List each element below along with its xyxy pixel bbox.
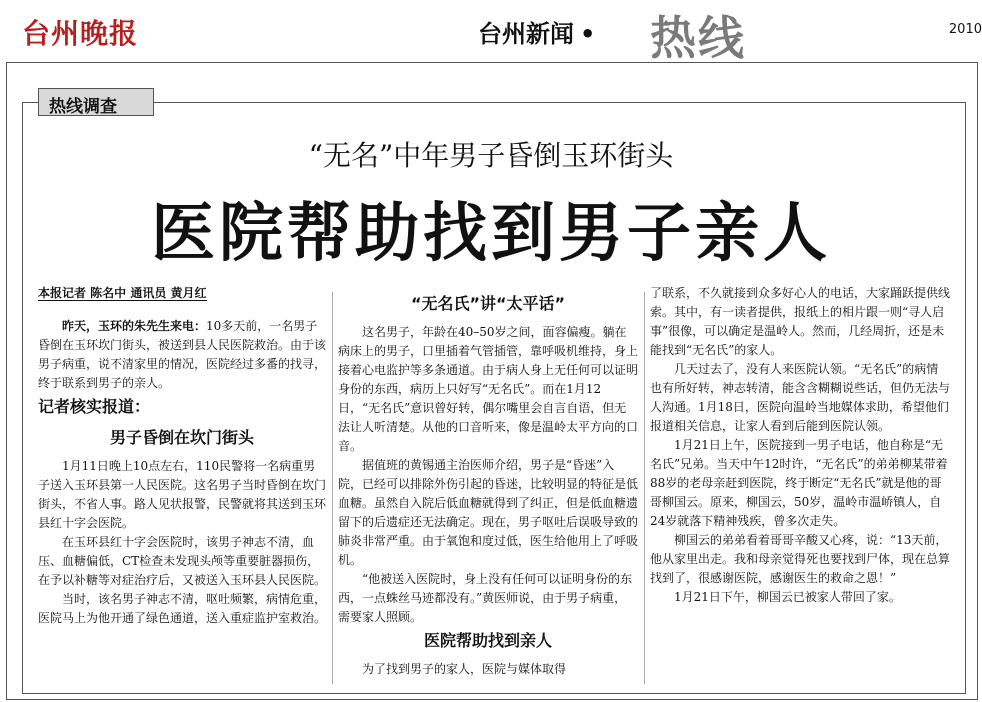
paragraph: 这名男子，年龄在40–50岁之间，面容偏瘦。躺在病床上的男子，口里插着气管插管，靠呼吸机维持，身上接着心电监护等多条通道。由于病人身上无任何可以证明身份的东西，病历上只好写“无名氏”。而在1月12日，“无名氏”意识曾好转，偶尔嘴里会自言自语，但无法让人听清楚。从他的口音听来，像是温岭太平方向的口音。 <box>338 325 639 453</box>
byline <box>38 284 326 303</box>
lead-bold: 昨天，玉环的朱先生来电： <box>62 319 207 333</box>
column-divider <box>332 292 333 684</box>
article-column-2 <box>338 294 638 679</box>
paragraph: 了联系，不久就接到众多好心人的电话，大家踊跃提供线索。其中，有一读者提供，报纸上的相片跟一则“寻人启事”很像，可以确定是温岭人。然而，几经周折，还是未能找到“无名氏”的家人。 <box>650 286 951 357</box>
paragraph: 柳国云的弟弟看着哥哥辛酸又心疼，说：“13天前，他从家里出走。我和母亲觉得死也要找到尸体，现在总算找到了，很感谢医院，感谢医生的救命之恩！” <box>650 533 951 585</box>
paragraph: 在玉环县红十字会医院时，该男子神志不清，血压、血糖偏低，CT检查未发现头颅等重要脏器损伤，在予以补糖等对症治疗后，又被送入玉环县人民医院。 <box>38 535 327 587</box>
paragraph: “他被送入医院时，身上没有任何可以证明身份的东西，一点蛛丝马迹都没有。”黄医师说，由于男子病重，需要家人照顾。 <box>338 572 633 624</box>
article-headline: 医院帮助找到男子亲人 <box>151 197 831 271</box>
article-subhead: “无名”中年男子昏倒玉环街头 <box>308 139 674 172</box>
byline-text: 本报记者 陈名中 通讯员 黄月红 <box>38 286 207 300</box>
paper-name: 台州晚报 <box>22 17 139 50</box>
issue-date: 2010 <box>948 22 982 37</box>
masthead <box>0 0 982 65</box>
column-tag <box>38 88 154 116</box>
article-column-1 <box>38 284 326 628</box>
paragraph: 当时，该名男子神志不清，呕吐频繁，病情危重，医院马上为他开通了绿色通道，送入重症监护室救治。 <box>38 592 327 625</box>
column-divider <box>644 292 645 684</box>
section-heading: 医院帮助找到亲人 <box>423 631 552 650</box>
reporter-label: 记者核实报道： <box>38 397 151 416</box>
section-name: 台州新闻 <box>478 20 574 48</box>
paragraph: 1月21日上午，医院接到一男子电话，他自称是“无名氏”兄弟。当天中午12时许，“无名氏”的弟弟柳某带着88岁的老母亲赶到医院，终于断定“无名氏”就是他的哥哥柳国云。原来，柳国云，50岁，温岭市温峤镇人，自24岁就落下精神残疾，曾多次走失。 <box>650 438 948 528</box>
section-heading: 男子昏倒在坎门街头 <box>109 428 254 447</box>
paragraph: 1月11日晚上10点左右，110民警将一名病重男子送入玉环县第一人民医院。这名男子当时昏倒在坎门街头，不省人事。路人见状报警，民警就将其送到玉环县红十字会医院。 <box>38 459 327 530</box>
section-heading: “无名氏”讲“太平话” <box>410 294 566 313</box>
paragraph: 几天过去了，没有人来医院认领。“无名氏”的病情也有所好转，神志转清，能含含糊糊说些话，但仍无法与人沟通。1月18日，医院向温岭当地媒体求助，希望他们报道相关信息，让家人看到后能到医院认领。 <box>650 362 951 433</box>
paragraph: 为了找到男子的家人，医院与媒体取得 <box>362 662 567 676</box>
paragraph: 据值班的黄锡通主治医师介绍，男子是“昏迷”入院，已经可以排除外伤引起的昏迷，比较明显的特征是低血糖。虽然自入院后低血糖就得到了纠正，但是低血糖遗留下的后遗症还无法确定。现在，男子呕吐后误吸导致的肺炎非常严重。由于氧饱和度过低，医生给他用上了呼吸机。 <box>338 458 639 567</box>
article-column-3 <box>650 284 950 607</box>
lead-text: 10多天前，一名男子昏倒在玉环坎门街头，被送到县人民医院救治。由于该男子病重，说不清家里的情况，医院经过多番的找寻，终于联系到男子的亲人。 <box>38 319 327 390</box>
paragraph: 1月21日下午，柳国云已被家人带回了家。 <box>674 590 901 604</box>
lead-paragraph <box>38 317 326 393</box>
section-title <box>478 14 601 49</box>
column-tag-label: 热线调查 <box>49 97 117 117</box>
section-dot: • <box>580 20 596 48</box>
section-hotline: 热线 <box>650 11 746 65</box>
